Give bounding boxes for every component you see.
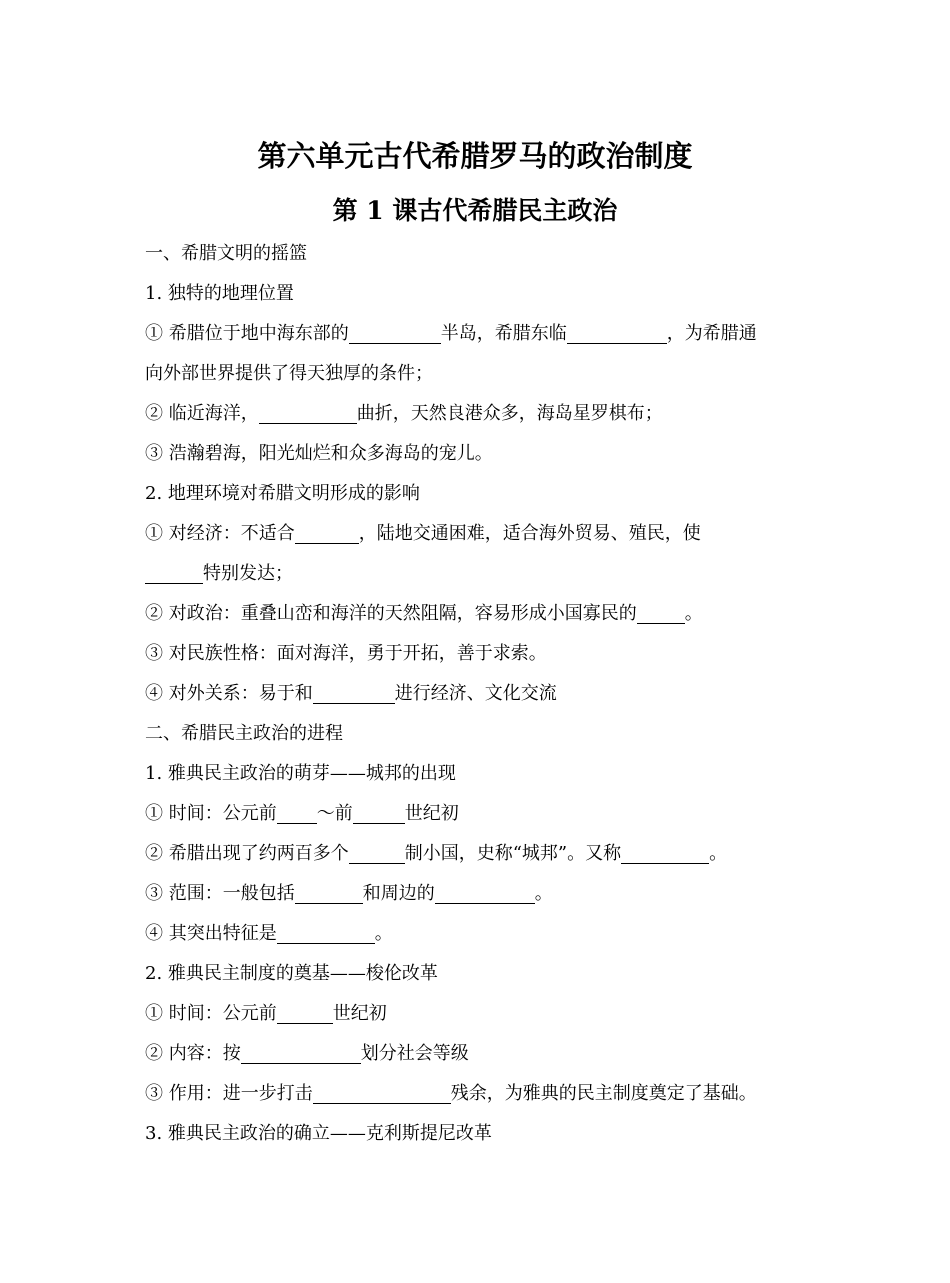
question-line: ③ 作用：进一步打击 残余，为雅典的民主制度奠定了基础。 (145, 1083, 757, 1104)
subsection-heading: 2. 雅典民主制度的奠基——梭伦改革 (145, 963, 438, 984)
fill-blank[interactable] (145, 563, 203, 584)
fill-blank[interactable] (313, 1083, 451, 1104)
question-line: ③ 对民族性格：面对海洋，勇于开拓，善于求索。 (145, 643, 547, 664)
fill-blank[interactable] (637, 603, 685, 624)
fill-blank[interactable] (241, 1043, 361, 1064)
fill-blank[interactable] (295, 523, 359, 544)
fill-blank[interactable] (313, 683, 395, 704)
fill-blank[interactable] (295, 883, 363, 904)
fill-blank[interactable] (277, 923, 375, 944)
fill-blank[interactable] (621, 843, 709, 864)
fill-blank[interactable] (567, 323, 667, 344)
question-line: ② 希腊出现了约两百多个 制小国，史称“城邦”。又称 。 (145, 843, 728, 864)
question-line: 向外部世界提供了得天独厚的条件； (145, 363, 433, 384)
section-heading: 二、希腊民主政治的进程 (145, 723, 343, 744)
subsection-heading: 1. 独特的地理位置 (145, 283, 294, 304)
question-line: ③ 浩瀚碧海，阳光灿烂和众多海岛的宠儿。 (145, 443, 493, 464)
fill-blank[interactable] (353, 803, 405, 824)
subsection-heading: 2. 地理环境对希腊文明形成的影响 (145, 483, 420, 504)
question-line: ① 时间：公元前 世纪初 (145, 1003, 387, 1024)
question-line: 特别发达； (145, 554, 815, 594)
question-line: ① 对经济：不适合 ，陆地交通困难，适合海外贸易、殖民，使 (145, 523, 701, 544)
subsection-heading: 3. 雅典民主政治的确立——克利斯提尼改革 (145, 1123, 492, 1144)
question-line: ③ 范围：一般包括 和周边的 。 (145, 883, 553, 904)
page-title: 第六单元古代希腊罗马的政治制度 (257, 139, 693, 173)
question-line: ② 内容：按 划分社会等级 (145, 1043, 469, 1064)
section-heading: 一、希腊文明的摇篮 (145, 243, 307, 264)
question-line: ② 对政治：重叠山峦和海洋的天然阻隔，容易形成小国寡民的 。 (145, 603, 703, 624)
fill-blank[interactable] (435, 883, 535, 904)
fill-blank[interactable] (349, 323, 441, 344)
document-body (145, 234, 815, 1154)
fill-blank[interactable] (277, 803, 317, 824)
subsection-heading: 1. 雅典民主政治的萌芽——城邦的出现 (145, 763, 456, 784)
fill-blank[interactable] (349, 843, 405, 864)
question-line: ④ 其突出特征是 。 (145, 923, 393, 944)
question-line: ② 临近海洋， 曲折，天然良港众多，海岛星罗棋布； (145, 403, 663, 424)
fill-blank[interactable] (277, 1003, 333, 1024)
fill-blank[interactable] (259, 403, 357, 424)
lesson-title: 第 1 课古代希腊民主政治 (332, 196, 618, 225)
question-line: ① 时间：公元前 ～前 世纪初 (145, 803, 459, 824)
question-line: ④ 对外关系：易于和 进行经济、文化交流 (145, 683, 557, 704)
question-line: ① 希腊位于地中海东部的 半岛，希腊东临 ，为希腊通 (145, 323, 757, 344)
